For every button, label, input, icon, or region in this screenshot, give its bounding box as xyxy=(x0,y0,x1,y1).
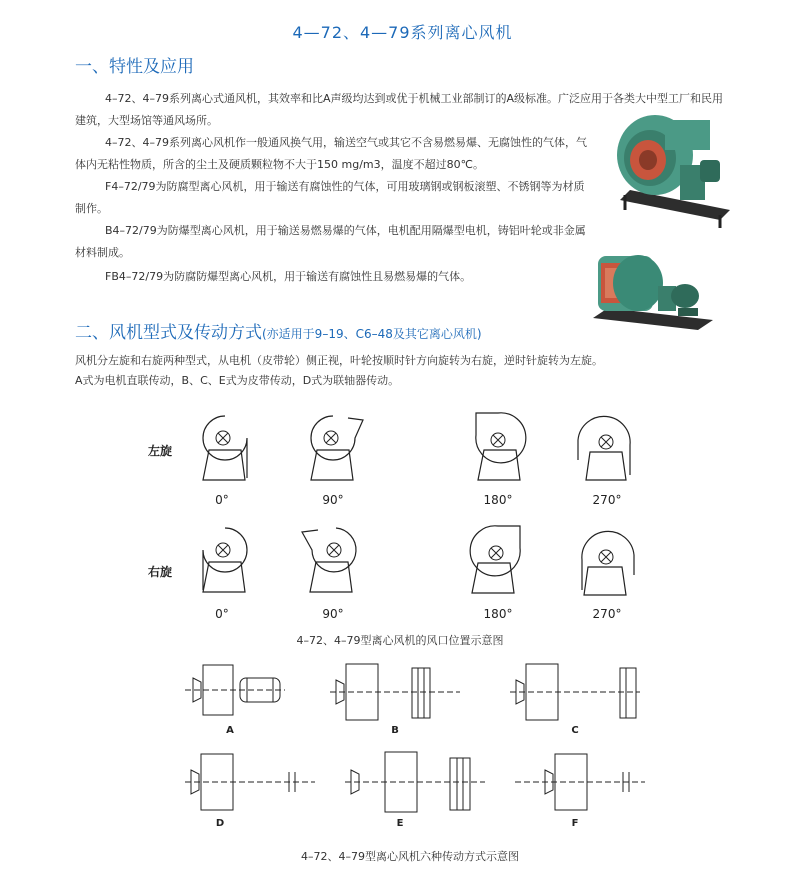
drive-diagram-e xyxy=(345,748,485,818)
section1-heading: 一、特性及应用 xyxy=(75,57,194,77)
fan-symbol-left-90 xyxy=(303,410,368,490)
angle-label-right-90: 90° xyxy=(322,607,344,621)
centrifugal-fan-photo-1 xyxy=(610,110,735,235)
row-label-left-rotation: 左旋 xyxy=(148,444,173,458)
angle-label-left-0: 0° xyxy=(215,493,229,507)
drive-diagram-d xyxy=(185,750,315,815)
drive-label-a: A xyxy=(226,725,234,736)
fan-symbol-right-0 xyxy=(195,522,260,602)
section2-heading-text: 二、风机型式及传动方式 xyxy=(75,323,262,343)
fan-symbol-left-180 xyxy=(468,405,533,490)
section2-paragraph-2: A式为电机直联传动，B、C、E式为皮带传动，D式为联轴器传动。 xyxy=(75,374,400,387)
section1-paragraph-4: B4–72/79为防爆型离心风机，用于输送易燃易爆的气体，电机配用隔爆型电机，铸铝叶轮或非金属材料制成。 xyxy=(75,224,586,259)
angle-label-left-270: 270° xyxy=(592,493,622,507)
section2-paragraph-1: 风机分左旋和右旋两种型式，从电机（皮带轮）侧正视，叶轮按顺时针方向旋转为右旋，逆时针旋转为左旋。 xyxy=(75,354,603,367)
rotation-diagram-caption: 4–72、4–79型离心风机的风口位置示意图 xyxy=(296,634,504,647)
angle-label-right-0: 0° xyxy=(215,607,229,621)
fan-symbol-left-0 xyxy=(195,410,255,490)
section1-paragraph-2: 4–72、4–79系列离心风机作一般通风换气用，输送空气或其它不含易燃易爆、无腐蚀性的气体，气体内无粘性物质，所含的尘土及硬质颗粒物不大于150 mg/m3，温度不超过80℃。 xyxy=(75,136,587,171)
section1-paragraph-3: F4–72/79为防腐型离心风机，用于输送有腐蚀性的气体，可用玻璃钢或钢板滚塑、不锈钢等为材质制作。 xyxy=(75,180,585,215)
fan-symbol-right-180 xyxy=(460,518,530,603)
drive-diagram-c xyxy=(510,660,640,725)
drive-label-c: C xyxy=(571,725,579,736)
section1-paragraph-5: FB4–72/79为防腐防爆型离心风机，用于输送有腐蚀性且易燃易爆的气体。 xyxy=(105,270,472,283)
drive-diagram-f xyxy=(515,750,645,815)
fan-symbol-right-270 xyxy=(572,525,642,605)
angle-label-left-90: 90° xyxy=(322,493,344,507)
drive-diagram-a xyxy=(185,660,285,720)
fan-symbol-left-270 xyxy=(572,410,642,490)
angle-label-right-270: 270° xyxy=(592,607,622,621)
drive-label-d: D xyxy=(215,818,225,829)
drive-diagram-caption: 4–72、4–79型离心风机六种传动方式示意图 xyxy=(301,850,519,863)
row-label-right-rotation: 右旋 xyxy=(148,565,173,579)
drive-label-f: F xyxy=(571,818,579,829)
drive-diagram-b xyxy=(330,660,460,725)
drive-label-b: B xyxy=(391,725,399,736)
angle-label-left-180: 180° xyxy=(483,493,513,507)
page-title: 4—72、4—79系列离心风机 xyxy=(292,23,513,42)
drive-label-e: E xyxy=(396,818,404,829)
centrifugal-fan-photo-2 xyxy=(583,248,718,338)
angle-label-right-180: 180° xyxy=(483,607,513,621)
section2-heading xyxy=(75,318,482,343)
section1-paragraph-1: 4–72、4–79系列离心式通风机，其效率和比A声级均达到或优于机械工业部制订的A级标准。广泛应用于各类大中型工厂和民用建筑，大型场馆等通风场所。 xyxy=(75,92,724,127)
fan-symbol-right-90 xyxy=(298,522,363,602)
section2-heading-note: (亦适用于9–19、C6–48及其它离心风机) xyxy=(262,327,482,341)
